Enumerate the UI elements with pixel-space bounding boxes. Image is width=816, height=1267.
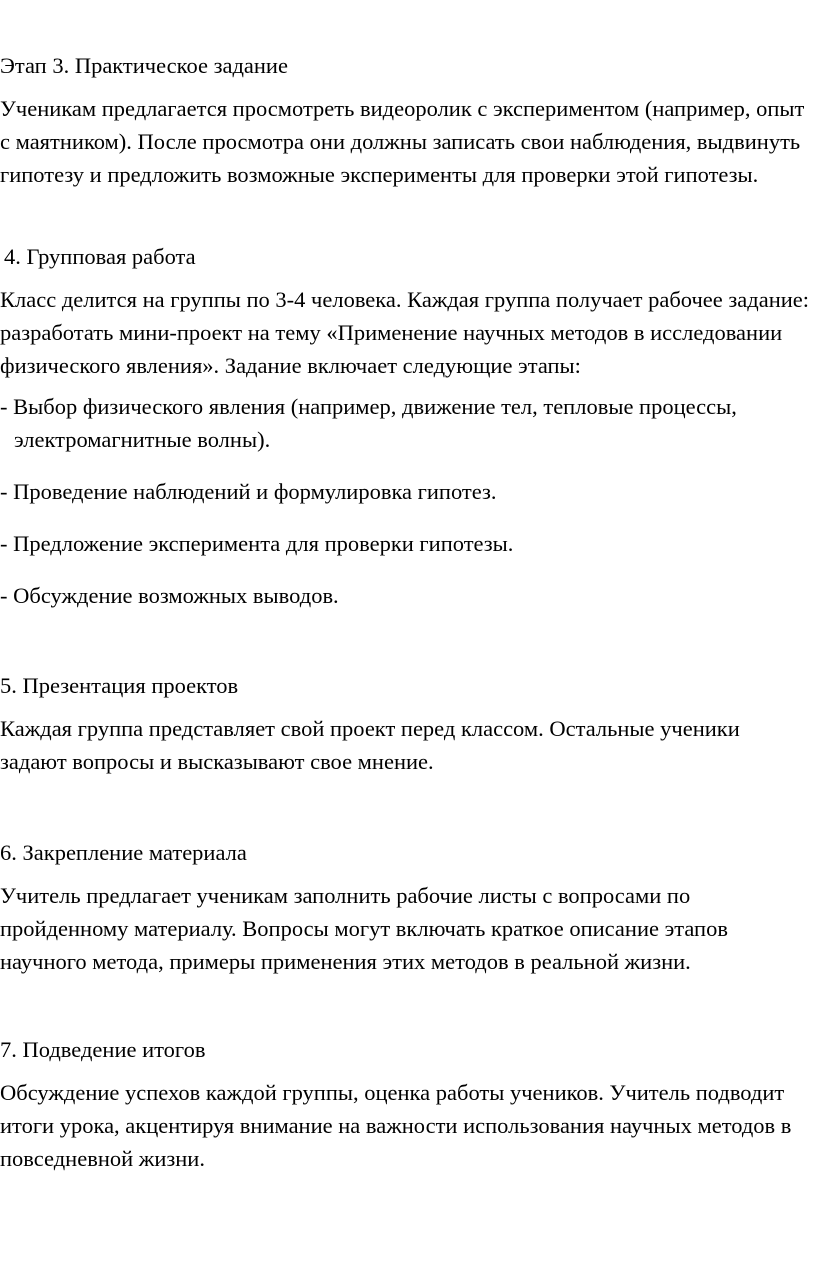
section-project-presentation: [0, 669, 812, 778]
spacer: [0, 612, 812, 669]
section-paragraph: Учитель предлагает ученикам заполнить рабочие листы с вопросами по пройденному материалу. Вопросы могут включать краткое описание этапов научного метода, примеры применения этих методов в реальной жизни.: [0, 883, 728, 974]
spacer: [0, 191, 812, 240]
section-practical-task: [0, 49, 812, 191]
section-heading: 5. Презентация проектов: [0, 673, 239, 698]
list-item: - Выбор физического явления (например, движение тел, тепловые процессы, электромагнитные волны).: [0, 394, 737, 452]
section-heading: 7. Подведение итогов: [0, 1037, 206, 1062]
section-paragraph: Каждая группа представляет свой проект перед классом. Остальные ученики задают вопросы и высказывают свое мнение.: [0, 716, 740, 774]
list-item: - Предложение эксперимента для проверки гипотезы.: [0, 531, 514, 556]
spacer: [0, 978, 812, 1033]
section-paragraph: Класс делится на группы по 3-4 человека. Каждая группа получает рабочее задание: разработать мини-проект на тему «Применение научных методов в исследовании физического явления». Задание включает следующие этапы:: [0, 287, 810, 378]
section-summary: [0, 1033, 812, 1175]
list-item: - Обсуждение возможных выводов.: [0, 583, 339, 608]
list-item: - Проведение наблюдений и формулировка гипотез.: [0, 479, 497, 504]
section-paragraph: Обсуждение успехов каждой группы, оценка работы учеников. Учитель подводит итоги урока, акцентируя внимание на важности использования научных методов в повседневной жизни.: [0, 1080, 792, 1171]
section-heading: 4. Групповая работа: [4, 244, 196, 269]
document-page: [0, 49, 812, 1175]
section-heading: Этап 3. Практическое задание: [0, 53, 288, 78]
section-heading: 6. Закрепление материала: [0, 840, 247, 865]
section-group-work: [0, 240, 812, 612]
stages-list: [0, 390, 812, 612]
section-reinforcement: [0, 836, 812, 978]
section-paragraph: Ученикам предлагается просмотреть видеоролик с экспериментом (например, опыт с маятником). После просмотра они должны записать свои наблюдения, выдвинуть гипотезу и предложить возможные эксперименты для проверки этой гипотезы.: [0, 96, 805, 187]
spacer: [0, 778, 812, 836]
